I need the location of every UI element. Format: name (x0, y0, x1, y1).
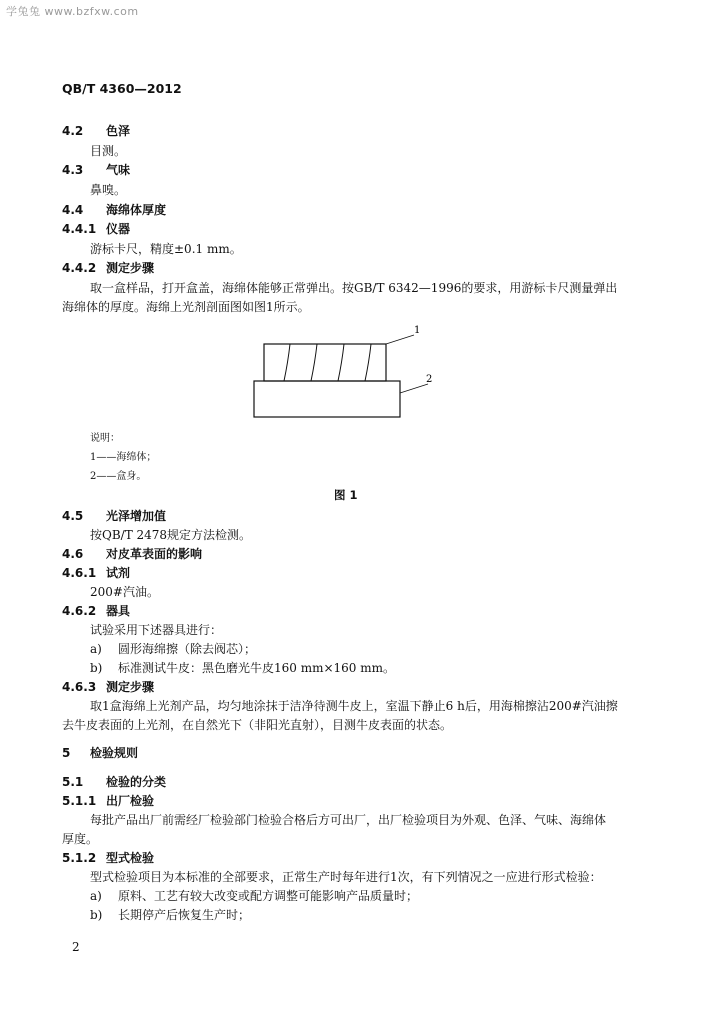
watermark: 学兔兔 www.bzfxw.com (6, 5, 139, 18)
callout-1: 1 (414, 325, 421, 336)
section-body: 按QB/T 2478规定方法检测。 (90, 528, 252, 542)
leader-line-2 (400, 384, 428, 393)
list-item: a) 原料、工艺有较大改变或配方调整可能影响产品质量时； (90, 889, 419, 903)
figure-caption: 图 1 (334, 488, 358, 502)
section-heading: 4.6 对皮革表面的影响 (62, 547, 203, 561)
section-body: 取1盒海绵上光剂产品，均匀地涂抹于洁净待测牛皮上，室温下静止6 h后，用海棉擦沾200#汽油擦 (90, 699, 618, 713)
section-body: 试验采用下述器具进行： (90, 623, 223, 637)
callout-2: 2 (426, 374, 433, 385)
section-body: 海绵体的厚度。海绵上光剂剖面图如图1所示。 (62, 300, 310, 314)
section-body: 200#汽油。 (90, 585, 159, 599)
figure-legend-item: 2——盒身。 (90, 471, 147, 482)
list-item: b) 标准测试牛皮：黑色磨光牛皮160 mm×160 mm。 (90, 661, 396, 675)
section-body: 厚度。 (62, 832, 99, 846)
box-body (254, 381, 400, 417)
section-heading: 5.1 检验的分类 (62, 775, 167, 789)
list-item: b) 长期停产后恢复生产时； (90, 908, 251, 922)
section-body: 鼻嗅。 (90, 183, 127, 197)
section-body: 每批产品出厂前需经厂检验部门检验合格后方可出厂，出厂检验项目为外观、色泽、气味、海绵体 (90, 813, 607, 827)
sponge-body (264, 344, 386, 381)
section-body: 目测。 (90, 144, 127, 158)
standard-number: QB/T 4360—2012 (62, 81, 182, 96)
section-heading: 5.1.1 出厂检验 (62, 794, 155, 808)
leader-line-1 (386, 335, 414, 344)
figure-legend-item: 1——海绵体； (90, 452, 157, 463)
section-body: 型式检验项目为本标准的全部要求，正常生产时每年进行1次，有下列情况之一应进行形式检验： (90, 870, 602, 884)
section-body: 游标卡尺，精度±0.1 mm。 (90, 242, 242, 256)
section-heading: 4.6.1 试剂 (62, 566, 131, 580)
section-heading: 4.4.1 仪器 (62, 222, 131, 236)
section-body: 取一盒样品，打开盒盖，海绵体能够正常弹出。按GB/T 6342—1996的要求，用游标卡尺测量弹出 (90, 281, 618, 295)
section-body: 去牛皮表面的上光剂，在自然光下（非阳光直射），目测牛皮表面的状态。 (62, 718, 453, 732)
section-heading: 5.1.2 型式检验 (62, 851, 155, 865)
section-heading: 4.4 海绵体厚度 (62, 203, 167, 217)
chapter-heading: 5 检验规则 (62, 746, 139, 760)
section-heading: 4.4.2 测定步骤 (62, 261, 155, 275)
sponge-hatching (284, 344, 371, 381)
figure-1-diagram (240, 322, 440, 422)
section-heading: 4.5 光泽增加值 (62, 509, 167, 523)
list-item: a) 圆形海绵擦（除去阀芯）； (90, 642, 257, 656)
section-heading: 4.6.3 测定步骤 (62, 680, 155, 694)
section-heading: 4.6.2 器具 (62, 604, 131, 618)
section-heading: 4.2 色泽 (62, 124, 131, 138)
section-heading: 4.3 气味 (62, 163, 131, 177)
figure-explain-title: 说明： (90, 433, 120, 444)
page-number: 2 (72, 940, 80, 954)
